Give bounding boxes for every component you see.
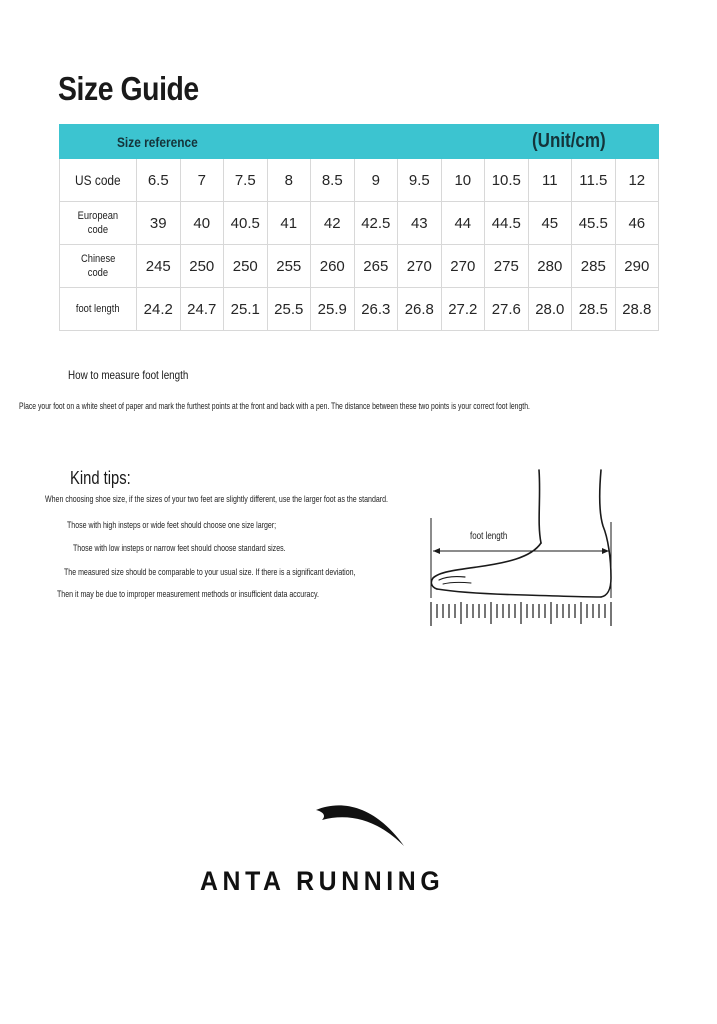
table-cell: 7.5 [224, 159, 268, 202]
row-label-foot-length: foot length [60, 288, 137, 331]
table-cell: 26.3 [354, 288, 398, 331]
table-cell: 280 [528, 245, 572, 288]
table-cell: 255 [267, 245, 311, 288]
row-label-chinese-code: Chinese code [60, 245, 137, 288]
tip-item: The measured size should be comparable to your usual size. If there is a significant deviation, [64, 567, 356, 578]
tip-item: Those with high insteps or wide feet should choose one size larger; [67, 520, 277, 531]
tip-item: When choosing shoe size, if the sizes of your two feet are slightly different, use the larger foot as the standard. [45, 494, 388, 505]
table-header-band [60, 125, 659, 159]
measure-instructions: Place your foot on a white sheet of paper and mark the furthest points at the front and back with a pen. The distance between these two points is your correct foot length. [19, 401, 530, 412]
size-reference-label: Size reference [60, 125, 355, 159]
anta-logo-icon [312, 800, 408, 852]
table-cell: 275 [485, 245, 529, 288]
unit-label: (Unit/cm) [354, 125, 659, 159]
table-cell: 10.5 [485, 159, 529, 202]
table-cell: 27.6 [485, 288, 529, 331]
table-cell: 270 [398, 245, 442, 288]
table-cell: 44 [441, 202, 485, 245]
table-cell: 24.2 [137, 288, 181, 331]
table-cell: 45 [528, 202, 572, 245]
table-cell: 25.9 [311, 288, 355, 331]
brand-name: ANTA RUNNING [200, 866, 445, 896]
table-cell: 24.7 [180, 288, 224, 331]
table-cell: 12 [615, 159, 659, 202]
foot-length-label: foot length [470, 531, 508, 542]
table-cell: 7 [180, 159, 224, 202]
table-cell: 43 [398, 202, 442, 245]
tip-item: Then it may be due to improper measurement methods or insufficient data accuracy. [57, 589, 319, 600]
table-cell: 40.5 [224, 202, 268, 245]
ruler [431, 602, 611, 626]
table-cell: 245 [137, 245, 181, 288]
table-cell: 11 [528, 159, 572, 202]
foot-measurement-illustration [425, 468, 620, 628]
table-cell: 28.8 [615, 288, 659, 331]
table-cell: 290 [615, 245, 659, 288]
table-cell: 25.5 [267, 288, 311, 331]
table-row-foot-length [60, 288, 659, 331]
table-row-us-code [60, 159, 659, 202]
tip-item: Those with low insteps or narrow feet should choose standard sizes. [73, 543, 286, 554]
table-cell: 250 [224, 245, 268, 288]
table-row-european-code [60, 202, 659, 245]
table-cell: 28.5 [572, 288, 616, 331]
table-cell: 46 [615, 202, 659, 245]
tips-heading: Kind tips: [70, 468, 131, 488]
table-cell: 40 [180, 202, 224, 245]
table-cell: 26.8 [398, 288, 442, 331]
row-label-european-code: European code [60, 202, 137, 245]
table-cell: 6.5 [137, 159, 181, 202]
page-title: Size Guide [58, 70, 199, 107]
table-cell: 9.5 [398, 159, 442, 202]
measure-heading: How to measure foot length [68, 368, 189, 382]
table-cell: 260 [311, 245, 355, 288]
table-cell: 28.0 [528, 288, 572, 331]
row-label-us-code: US code [60, 159, 137, 202]
table-cell: 42 [311, 202, 355, 245]
table-cell: 9 [354, 159, 398, 202]
table-cell: 285 [572, 245, 616, 288]
table-cell: 27.2 [441, 288, 485, 331]
table-cell: 11.5 [572, 159, 616, 202]
table-cell: 250 [180, 245, 224, 288]
table-cell: 8.5 [311, 159, 355, 202]
table-cell: 41 [267, 202, 311, 245]
table-cell: 270 [441, 245, 485, 288]
table-cell: 39 [137, 202, 181, 245]
table-cell: 25.1 [224, 288, 268, 331]
table-cell: 10 [441, 159, 485, 202]
table-cell: 44.5 [485, 202, 529, 245]
table-cell: 8 [267, 159, 311, 202]
size-table [59, 124, 659, 331]
table-cell: 42.5 [354, 202, 398, 245]
table-cell: 45.5 [572, 202, 616, 245]
table-cell: 265 [354, 245, 398, 288]
table-row-chinese-code [60, 245, 659, 288]
